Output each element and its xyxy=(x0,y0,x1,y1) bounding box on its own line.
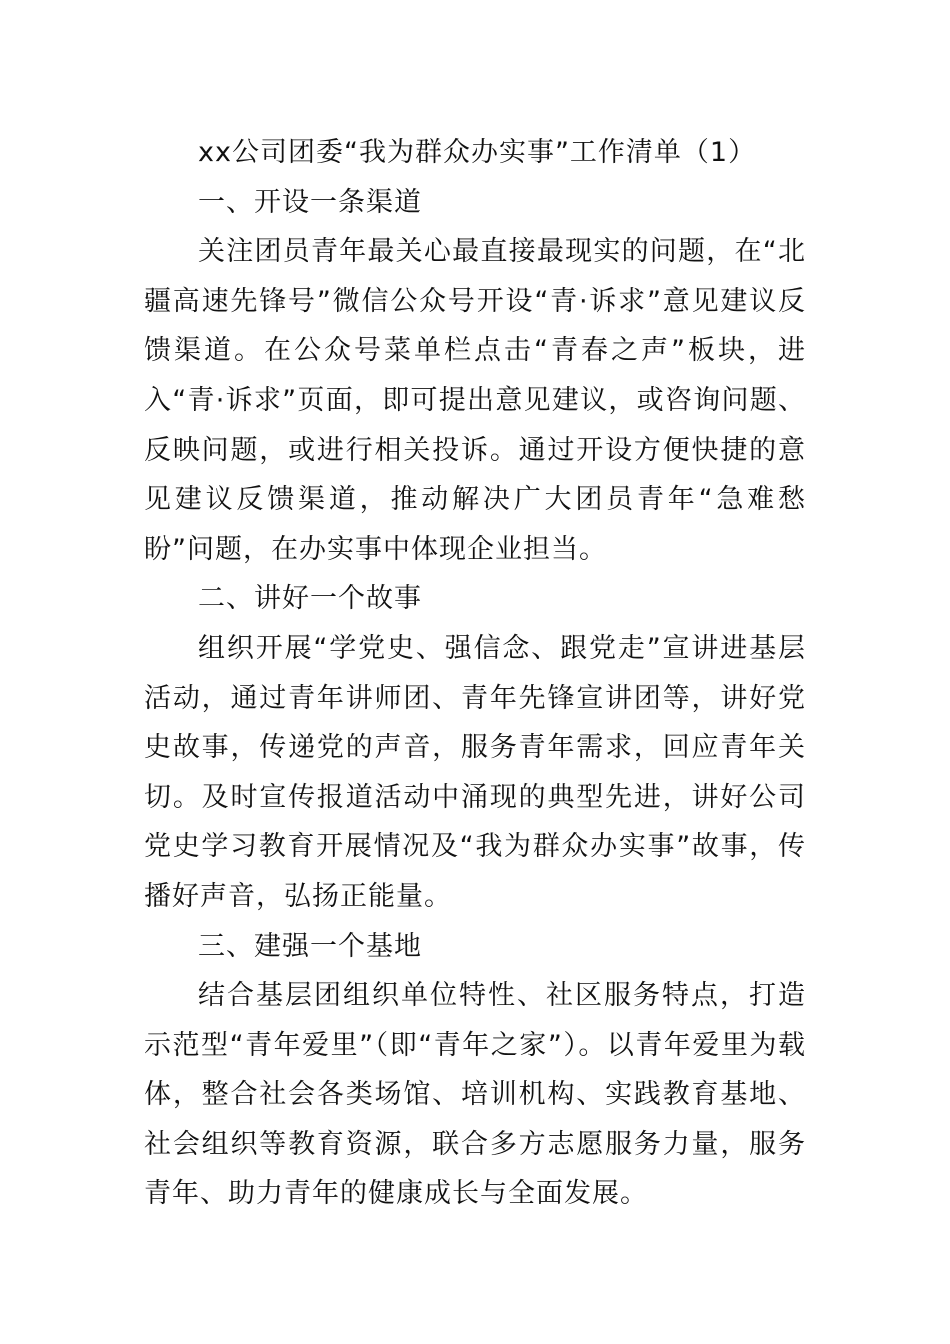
section-paragraph: 组织开展“学党史、强信念、跟党走”宣讲进基层活动，通过青年讲师团、青年先锋宣讲团等，讲好党史故事，传递党的声音，服务青年需求，回应青年关切。及时宣传报道活动中涌现的典型先进，讲好公司党史学习教育开展情况及“我为群众办实事”故事，传播好声音，弘扬正能量。 xyxy=(144,632,806,912)
section-heading: 一、开设一条渠道 xyxy=(198,186,422,218)
document-body xyxy=(144,128,806,1219)
document-title: xx公司团委“我为群众办实事”工作清单（1） xyxy=(198,137,757,168)
section-paragraph: 关注团员青年最关心最直接最现实的问题，在“北疆高速先锋号”微信公众号开设“青·诉求”意见建议反馈渠道。在公众号菜单栏点击“青春之声”板块，进入“青·诉求”页面，即可提出意见建议，或咨询问题、反映问题，或进行相关投诉。通过开设方便快捷的意见建议反馈渠道，推动解决广大团员青年“急难愁盼”问题，在办实事中体现企业担当。 xyxy=(144,236,806,565)
section-heading: 三、建强一个基地 xyxy=(198,930,422,962)
section-paragraph: 结合基层团组织单位特性、社区服务特点，打造示范型“青年爱里”（即“青年之家”）。以青年爱里为载体，整合社会各类场馆、培训机构、实践教育基地、社会组织等教育资源，联合多方志愿服务力量，服务青年、助力青年的健康成长与全面发展。 xyxy=(144,980,806,1210)
section-heading: 二、讲好一个故事 xyxy=(198,583,422,615)
